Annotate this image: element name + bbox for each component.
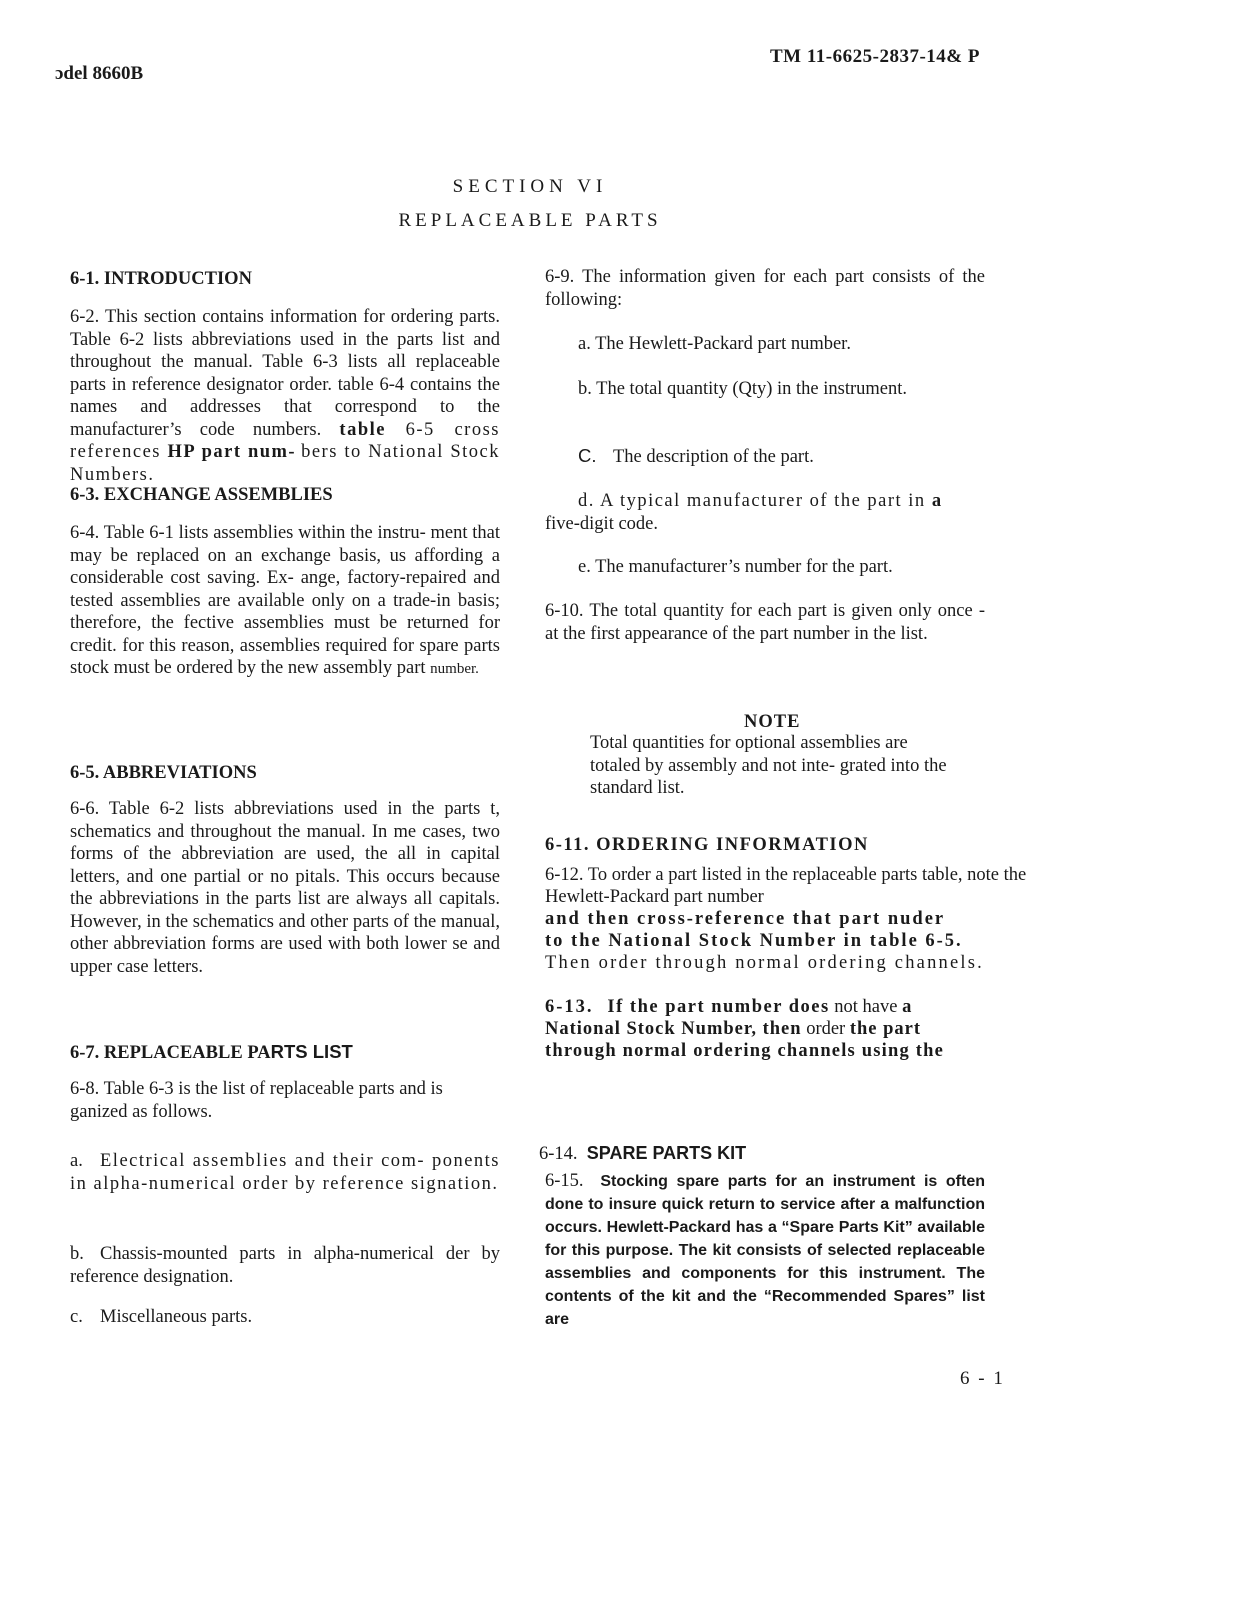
page-number: 6 - 1 bbox=[960, 1368, 1005, 1389]
heading-introduction: 6-1. INTRODUCTION bbox=[70, 269, 252, 289]
paragraph-6-15: 6-15. Stocking spare parts for an instrument is often done to insure quick return to service after a malfunction occurs. Hewlett-Packard has a “Spare Parts Kit” available for this purpose. The kit consists of selected replaceable assemblies and components for this instrument. The contents of the kit and the “Recommended Spares” list are bbox=[545, 1171, 985, 1328]
paragraph-6-6: 6-6. Table 6-2 lists abbreviations used in the parts t, schematics and throughout the manual. In me cases, two forms of the abbreviation are used, the all in capital letters, and one partial or no pitals. This occurs because the abbreviations in the parts list are always all capitals. However, in the schematics and other parts of the manual, other abbreviation forms are used with both lower se and upper case letters. bbox=[70, 799, 500, 977]
tm-number-header: TM 11-6625-2837-14& P bbox=[770, 46, 980, 67]
section-subtitle: REPLACEABLE PARTS bbox=[398, 210, 662, 231]
paragraph-6-4: 6-4. Table 6-1 lists assemblies within the instru- ment that may be replaced on an exchange basis, us affording a considerable cost saving. Ex- ange, factory-repaired and tested assemblies are available only on a trade-in basis; therefore, the fective assemblies must be returned for credit. for this reason, assemblies required for spare parts stock must be ordered by the new assembly part number. bbox=[70, 523, 500, 678]
heading-exchange-assemblies: 6-3. EXCHANGE ASSEMBLIES bbox=[70, 485, 333, 505]
paragraph-6-9: 6-9. The information given for each part consists of the following: bbox=[545, 267, 985, 310]
paragraph-6-13: 6-13. If the part number does not have a National Stock Number, then order the part through normal ordering channels using the bbox=[545, 997, 945, 1061]
info-item-e: e. The manufacturer’s number for the part. bbox=[578, 557, 893, 577]
section-title: SECTION VI bbox=[452, 176, 608, 197]
heading-spare-parts-kit: 6-14. SPARE PARTS KIT bbox=[539, 1143, 747, 1164]
heading-replaceable-parts-list: 6-7. REPLACEABLE PARTS LIST bbox=[70, 1041, 353, 1063]
note-body: Total quantities for optional assemblies are totaled by assembly and not inte- grated into the standard list. bbox=[590, 733, 947, 798]
model-header: ɔdel 8660B bbox=[55, 63, 144, 84]
list-item-c: c. Miscellaneous parts. bbox=[70, 1307, 253, 1327]
heading-ordering-information: 6-11. ORDERING INFORMATION bbox=[545, 835, 869, 855]
info-item-b: b. The total quantity (Qty) in the instrument. bbox=[578, 379, 908, 399]
info-item-c: C. The description of the part. bbox=[578, 445, 814, 467]
heading-abbreviations: 6-5. ABBREVIATIONS bbox=[70, 763, 257, 783]
paragraph-6-12: 6-12. To order a part listed in the replaceable parts table, note the Hewlett-Packard part number and then cross-reference that part nuder to the National Stock Number in table 6-5. Then order through normal ordering channels. bbox=[545, 865, 1027, 973]
info-item-d: d. A typical manufacturer of the part in a five-digit code. bbox=[545, 491, 942, 534]
info-item-a: a. The Hewlett-Packard part number. bbox=[578, 334, 851, 354]
paragraph-6-8: 6-8. Table 6-3 is the list of replaceable parts and is ganized as follows. bbox=[70, 1079, 443, 1122]
list-item-b: b. Chassis-mounted parts in alpha-numerical der by reference designation. bbox=[70, 1244, 500, 1287]
paragraph-6-10: 6-10. The total quantity for each part is given only once - at the first appearance of the part number in the list. bbox=[545, 601, 985, 644]
note-title: NOTE bbox=[744, 712, 801, 732]
list-item-a: a. Electrical assemblies and their com- ponents in alpha-numerical order by reference signation. bbox=[70, 1151, 500, 1194]
paragraph-6-2: 6-2. This section contains information for ordering parts. Table 6-2 lists abbreviations used in the parts list and throughout the manual. Table 6-3 lists all replaceable parts in reference designator order. table 6-4 contains the names and addresses that correspond to the manufacturer’s code numbers. table 6-5 cross references HP part num- bers to National Stock Numbers. bbox=[70, 307, 501, 485]
